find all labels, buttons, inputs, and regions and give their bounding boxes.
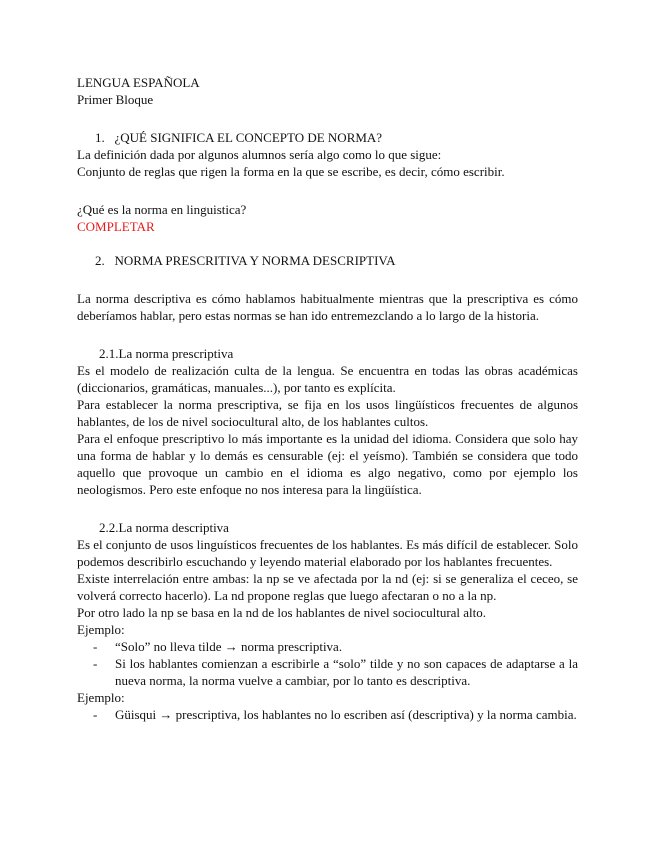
document-subtitle: Primer Bloque [77, 92, 154, 107]
section-1-line-2: Conjunto de reglas que rigen la forma en la que se escribe, es decir, cómo escribir. [77, 164, 505, 179]
section-2-1-heading: 2.1.La norma prescriptiva [99, 346, 234, 361]
list-item [77, 706, 578, 723]
section-1-heading: 1. ¿QUÉ SIGNIFICA EL CONCEPTO DE NORMA? [95, 130, 383, 145]
section-1-line-1: La definición dada por algunos alumnos sería algo como lo que sigue: [77, 147, 442, 162]
section-2-heading: 2. NORMA PRESCRITIVA Y NORMA DESCRIPTIVA [95, 253, 396, 268]
example-label: Ejemplo: [77, 690, 125, 705]
bullet-dash: - [93, 639, 98, 654]
section-2-1-paragraph-2: Para establecer la norma prescriptiva, se fija en los usos lingüísticos frecuentes de algunos hablantes, de los de nivel sociocultural alto, de los hablantes cultos. [77, 397, 578, 429]
document-title: LENGUA ESPAÑOLA [77, 75, 200, 90]
example-label: Ejemplo: [77, 622, 125, 637]
list-item [77, 655, 578, 689]
section-2-intro: La norma descriptiva es cómo hablamos habitualmente mientras que la prescriptiva es cómo deberíamos hablar, pero estas normas se han ido entremezclando a lo largo de la historia. [77, 291, 578, 323]
section-2-2-paragraph-3: Por otro lado la np se basa en la nd de los hablantes de nivel sociocultural alto. [77, 605, 487, 620]
section-2-2-heading: 2.2.La norma descriptiva [99, 520, 229, 535]
list-item-text: “Solo” no lleva tilde → norma prescriptiva. [115, 639, 343, 654]
section-2-1-paragraph-1: Es el modelo de realización culta de la lengua. Se encuentra en todas las obras académicas (diccionarios, gramáticas, manuales...), por tanto es explícita. [77, 363, 578, 395]
completar-note: COMPLETAR [77, 219, 155, 234]
section-2-2-paragraph-1: Es el conjunto de usos linguísticos frecuentes de los hablantes. Es más difícil de establecer. Solo podemos describirlo escuchando y leyendo material elaborado por los hablantes frecuentes. [77, 537, 578, 569]
section-2-2-paragraph-2: Existe interrelación entre ambas: la np se ve afectada por la nd (ej: si se generaliza el ceceo, se volverá correcto hacerlo). La nd propone reglas que luego afectaran o no a la np. [77, 571, 578, 603]
document-page [77, 74, 578, 723]
list-item-text: Güisqui → prescriptiva, los hablantes no lo escriben así (descriptiva) y la norma cambia. [115, 707, 577, 722]
section-1-question: ¿Qué es la norma en linguistica? [77, 202, 247, 217]
list-item [77, 638, 578, 655]
bullet-dash: - [93, 707, 98, 722]
section-2-1-paragraph-3: Para el enfoque prescriptivo lo más importante es la unidad del idioma. Considera que solo hay una forma de hablar y lo demás es censurable (ej: el yeísmo). También se considera que todo aquello que provoque un cambio en el idioma es algo negativo, como por ejemplo los neologismos. Pero este enfoque no nos interesa para la lingüística. [77, 431, 578, 497]
list-item-text: Si los hablantes comienzan a escribirle a “solo” tilde y no son capaces de adaptarse a la nueva norma, la norma vuelve a cambiar, por lo tanto es descriptiva. [115, 656, 578, 688]
bullet-dash: - [93, 656, 98, 671]
